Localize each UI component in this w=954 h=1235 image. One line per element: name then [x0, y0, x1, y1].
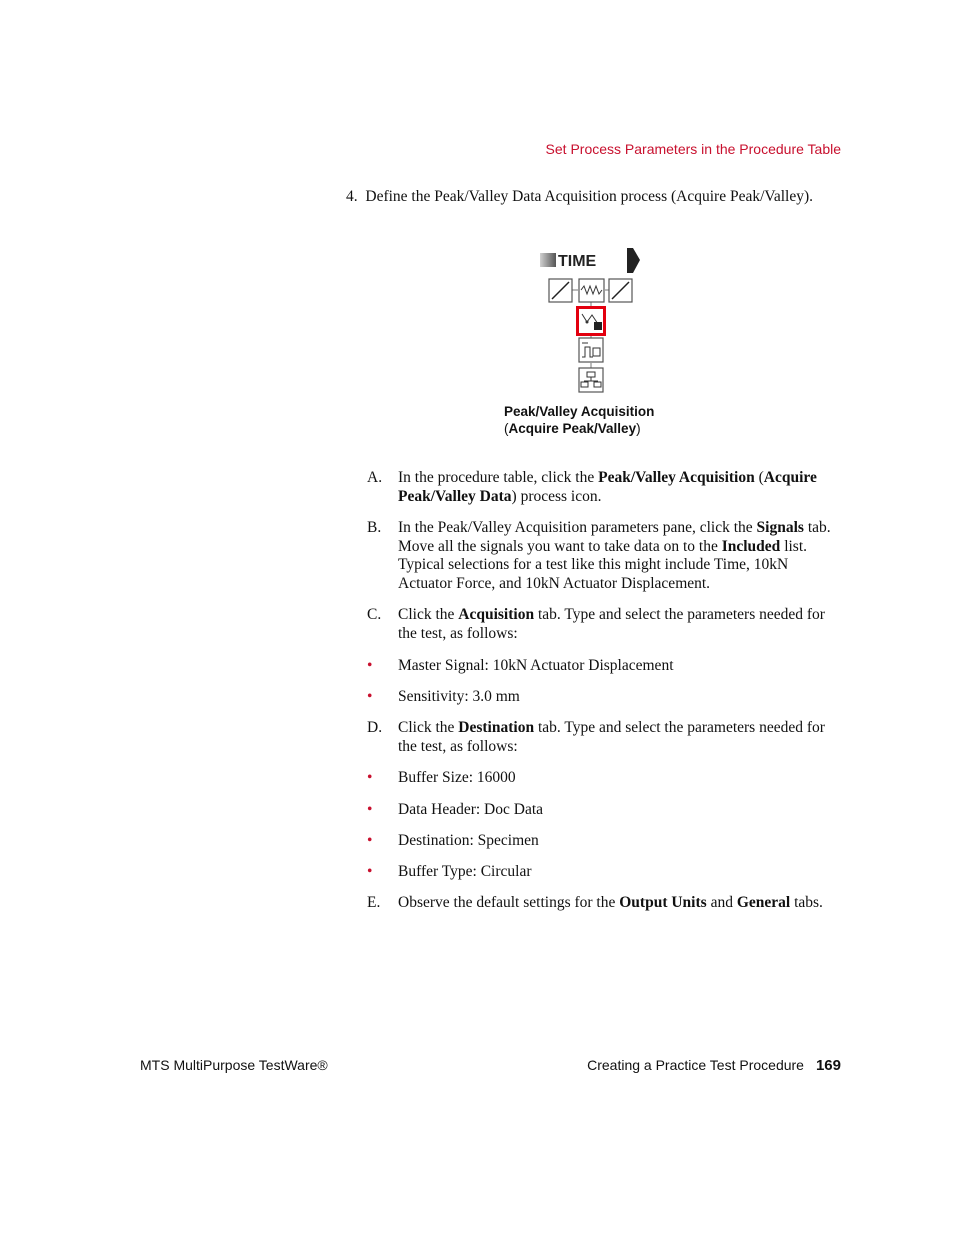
- substep-marker: E.: [367, 894, 381, 911]
- caption-subtitle: (Acquire Peak/Valley): [504, 421, 641, 436]
- branch-icon: [579, 368, 603, 392]
- bullet-text: Master Signal: 10kN Actuator Displacement: [398, 657, 674, 674]
- list-item: [367, 688, 837, 707]
- list-item: [367, 657, 837, 676]
- bullet-icon: •: [367, 863, 373, 880]
- procedure-table-figure: [530, 244, 650, 394]
- step-number: 4.: [346, 188, 358, 205]
- substep-d: [367, 719, 837, 756]
- footer-product: MTS MultiPurpose TestWare®: [140, 1057, 328, 1073]
- footer-right: [587, 1057, 841, 1074]
- substep-c: [367, 606, 837, 643]
- figure-caption: [504, 403, 654, 437]
- bullet-text: Destination: Specimen: [398, 832, 539, 849]
- substep-marker: A.: [367, 469, 383, 486]
- list-item: [367, 769, 837, 788]
- substep-text: In the Peak/Valley Acquisition parameters pane, click the Signals tab. Move all the signals you want to take data on to the Included list. Typical selections for a test like this might include Time, 10kN Actuator Force, and 10kN Actuator Displacement.: [398, 519, 831, 592]
- ramp-icon: [609, 279, 632, 302]
- list-item: [367, 863, 837, 882]
- time-label: TIME: [558, 253, 597, 270]
- substep-b: [367, 519, 837, 593]
- peak-valley-acquisition-icon[interactable]: [578, 308, 605, 335]
- bullet-icon: •: [367, 688, 373, 705]
- substep-text: In the procedure table, click the Peak/Valley Acquisition (Acquire Peak/Valley Data) process icon.: [398, 469, 817, 505]
- substep-text: Observe the default settings for the Output Units and General tabs.: [398, 894, 823, 911]
- bullet-text: Data Header: Doc Data: [398, 801, 544, 818]
- footer-chapter: Creating a Practice Test Procedure: [587, 1057, 804, 1073]
- substep-marker: B.: [367, 519, 382, 536]
- ramp-icon: [549, 279, 572, 302]
- step-4: [346, 187, 866, 207]
- step-text: Define the Peak/Valley Data Acquisition process (Acquire Peak/Valley).: [365, 188, 814, 205]
- bullet-icon: •: [367, 832, 373, 849]
- bullet-icon: •: [367, 657, 373, 674]
- bullet-icon: •: [367, 769, 373, 786]
- procedure-table-diagram: [530, 244, 650, 394]
- page-number: 169: [815, 1057, 841, 1074]
- bullet-text: Sensitivity: 3.0 mm: [398, 688, 520, 705]
- substep-marker: C.: [367, 606, 382, 623]
- bullet-icon: •: [367, 801, 373, 818]
- running-header: Set Process Parameters in the Procedure Table: [545, 141, 841, 157]
- cycle-icon: [579, 279, 604, 302]
- time-banner-icon: [540, 248, 640, 273]
- bullet-text: Buffer Type: Circular: [398, 863, 532, 880]
- substep-e: [367, 894, 837, 913]
- caption-title: Peak/Valley Acquisition: [504, 404, 655, 419]
- data-acquisition-icon: [579, 338, 603, 362]
- substep-text: Click the Acquisition tab. Type and select the parameters needed for the test, as follows:: [398, 606, 825, 642]
- substep-a: [367, 469, 837, 506]
- substep-text: Click the Destination tab. Type and select the parameters needed for the test, as follows:: [398, 719, 825, 755]
- list-item: [367, 801, 837, 820]
- bullet-text: Buffer Size: 16000: [398, 769, 516, 786]
- substep-marker: D.: [367, 719, 383, 736]
- list-item: [367, 832, 837, 851]
